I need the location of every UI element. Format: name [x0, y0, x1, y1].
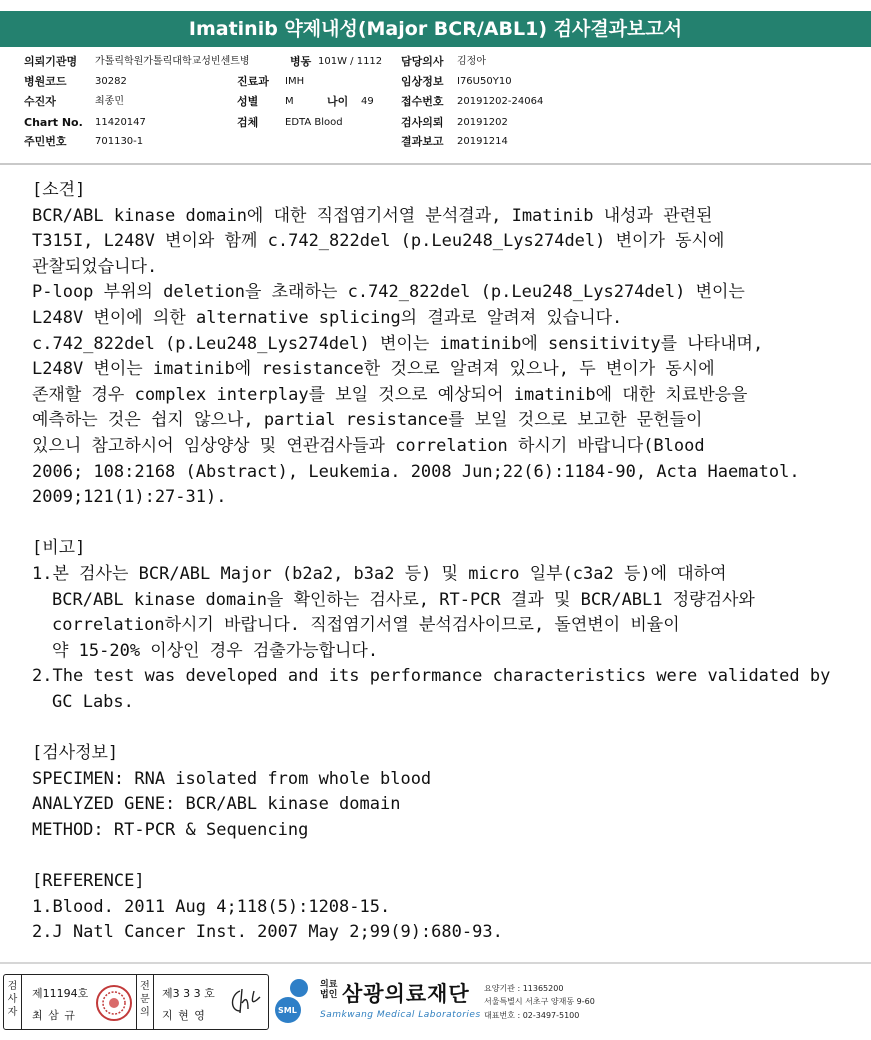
patient-value: 최종민 [95, 96, 124, 107]
findings-line: L248V 변이는 imatinib에 resistance한 것으로 알려져 있으나, 두 변이가 동시에 [32, 359, 715, 380]
findings-line: BCR/ABL kinase domain에 대한 직접염기서열 분석결과, Imatinib 내성과 관련된 [32, 205, 713, 226]
doctor-value: 김정아 [457, 56, 486, 67]
report-date-value: 20191214 [457, 136, 508, 147]
findings-line: P-loop 부위의 deletion을 초래하는 c.742_822del (p.Leu248_Lys274del) 변이는 [32, 282, 745, 303]
org-name: 삼광의료재단 [342, 982, 470, 1006]
testinfo-heading: [검사정보] [32, 743, 119, 764]
ward-value: 101W / 1112 [318, 56, 383, 67]
examiner-license: 제11194호 [32, 987, 89, 1000]
sml-logo-icon [274, 976, 314, 1026]
findings-line: 관찰되었습니다. [32, 256, 158, 277]
institution-label: 의뢰기관명 [24, 55, 78, 68]
footer-divider [0, 962, 871, 964]
age-value: 49 [361, 96, 374, 107]
remarks-line: 2.The test was developed and its performance characteristics were validated by [32, 666, 831, 687]
department-label: 진료과 [237, 75, 269, 88]
chart-no-label: Chart No. [24, 116, 83, 129]
findings-line: 2006; 108:2168 (Abstract), Leukemia. 2008 Jun;22(6):1184-90, Acta Haematol. [32, 461, 800, 482]
report-footer [0, 972, 871, 1032]
reference-heading: [REFERENCE] [32, 871, 145, 892]
request-date-value: 20191202 [457, 117, 508, 128]
header-divider [0, 163, 871, 165]
org-prefix: 의료법인 [320, 980, 338, 1000]
age-label: 나이 [327, 95, 349, 108]
findings-line: 있으니 참고하시어 임상양상 및 연관검사들과 correlation 하시기 바랍니다(Blood [32, 435, 705, 456]
institution-value: 가톨릭학원가톨릭대학교성빈센트병 [95, 56, 250, 67]
specialist-license: 제3 3 3 호 [162, 987, 215, 1000]
doctor-label: 담당의사 [401, 55, 444, 68]
receipt-no-value: 20191202-24064 [457, 96, 544, 107]
examiner-seal-icon [94, 983, 134, 1023]
specialist-label: 전문의 [136, 975, 154, 1029]
signature-box [3, 974, 269, 1030]
department-value: IMH [285, 76, 305, 87]
request-date-label: 검사의뢰 [401, 116, 444, 129]
specimen-value: EDTA Blood [285, 117, 343, 128]
remarks-heading: [비고] [32, 538, 86, 559]
report-header [0, 52, 871, 152]
header-row-4 [0, 113, 871, 132]
header-row-5 [0, 132, 871, 151]
remarks-line: 1.본 검사는 BCR/ABL Major (b2a2, b3a2 등) 및 micro 일부(c3a2 등)에 대하여 [32, 563, 727, 584]
testinfo-line: METHOD: RT-PCR & Sequencing [32, 819, 309, 840]
hospital-code-label: 병원코드 [24, 75, 67, 88]
id-no-label: 주민번호 [24, 135, 67, 148]
header-row-3 [0, 92, 871, 111]
findings-line: T315I, L248V 변이와 함께 c.742_822del (p.Leu248_Lys274del) 변이가 동시에 [32, 231, 725, 252]
org-english-name: Samkwang Medical Laboratories [320, 1010, 481, 1020]
ward-label: 병동 [290, 55, 312, 68]
testinfo-line: ANALYZED GENE: BCR/ABL kinase domain [32, 794, 401, 815]
report-title: Imatinib 약제내성(Major BCR/ABL1) 검사결과보고서 [0, 11, 871, 47]
organization-block [274, 974, 674, 1028]
remarks-line: BCR/ABL kinase domain을 확인하는 검사로, RT-PCR 결과 및 BCR/ABL1 정량검사와 [52, 589, 755, 610]
remarks-line: 약 15-20% 이상인 경우 검출가능합니다. [52, 640, 379, 661]
org-code: 요양기관 : 11365200 [484, 984, 564, 993]
reference-line: 1.Blood. 2011 Aug 4;118(5):1208-15. [32, 896, 391, 917]
header-row-1 [0, 52, 871, 71]
findings-line: L248V 변이에 의한 alternative splicing의 결과로 알려져 있습니다. [32, 307, 623, 328]
clinical-info-label: 임상정보 [401, 75, 444, 88]
findings-line: 2009;121(1):27-31). [32, 487, 227, 508]
chart-no-value: 11420147 [95, 117, 146, 128]
sex-label: 성별 [237, 95, 259, 108]
report-body [32, 178, 871, 946]
org-phone: 대표번호 : 02-3497-5100 [484, 1011, 580, 1020]
specialist-signature-icon [226, 985, 264, 1019]
header-row-2 [0, 72, 871, 91]
findings-line: c.742_822del (p.Leu248_Lys274del) 변이는 imatinib에 sensitivity를 나타내며, [32, 333, 764, 354]
remarks-line: GC Labs. [52, 691, 134, 712]
clinical-info-value: I76U50Y10 [457, 76, 512, 87]
testinfo-line: SPECIMEN: RNA isolated from whole blood [32, 768, 432, 789]
sml-logo-text: SML [278, 1006, 297, 1015]
remarks-line: correlation하시기 바랍니다. 직접염기서열 분석검사이므로, 돌연변이 비율이 [52, 615, 680, 636]
sex-value: M [285, 96, 294, 107]
examiner-label: 검사자 [4, 975, 22, 1029]
receipt-no-label: 접수번호 [401, 95, 444, 108]
examiner-name: 최 삼 규 [32, 1009, 76, 1022]
findings-heading: [소견] [32, 180, 86, 200]
specialist-name: 지 현 영 [162, 1009, 206, 1022]
id-no-value: 701130-1 [95, 136, 144, 147]
findings-line: 존재할 경우 complex interplay를 보일 것으로 예상되어 imatinib에 대한 치료반응을 [32, 384, 748, 405]
hospital-code-value: 30282 [95, 76, 127, 87]
patient-label: 수진자 [24, 95, 56, 108]
findings-line: 예측하는 것은 쉽지 않으나, partial resistance를 보일 것으로 보고한 문헌들이 [32, 410, 703, 431]
org-address: 서울특별시 서초구 양재동 9-60 [484, 997, 595, 1006]
reference-line: 2.J Natl Cancer Inst. 2007 May 2;99(9):680-93. [32, 922, 503, 943]
report-date-label: 결과보고 [401, 135, 444, 148]
specimen-label: 검체 [237, 116, 259, 129]
